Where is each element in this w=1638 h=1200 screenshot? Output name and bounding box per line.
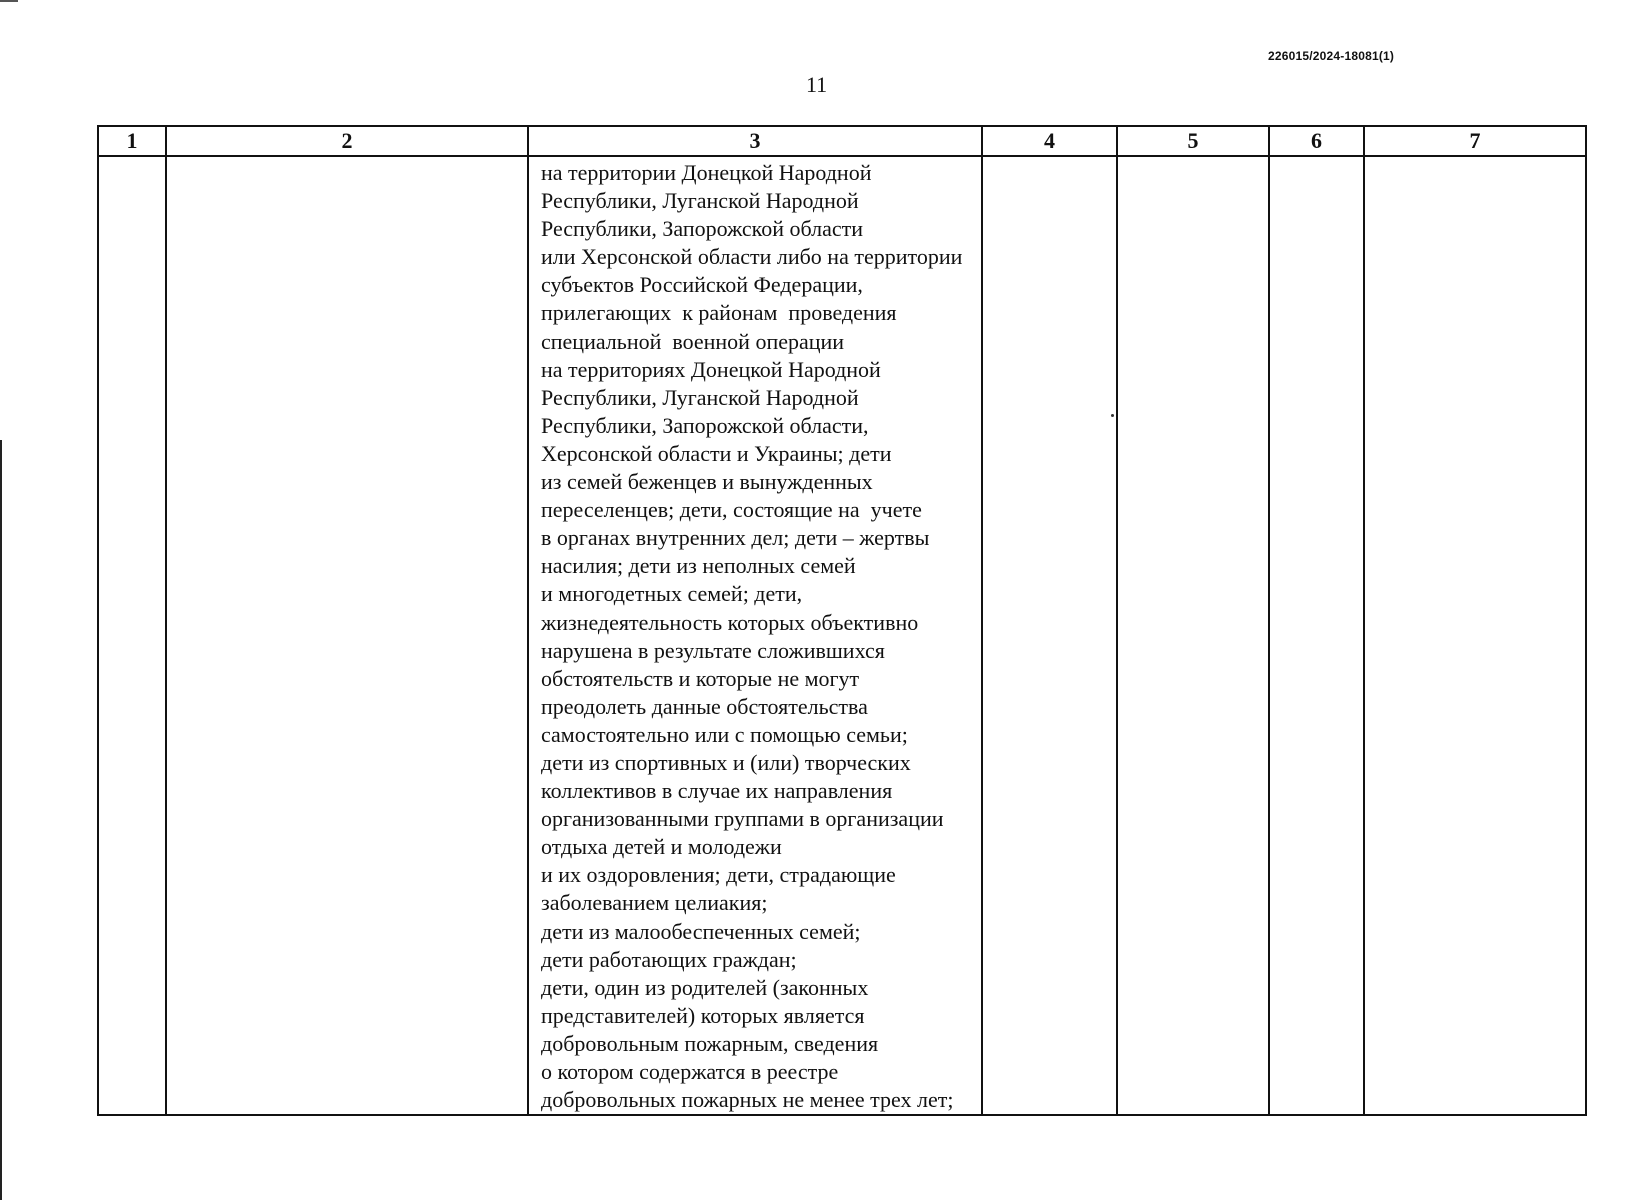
cell-col-5 (1117, 156, 1269, 1115)
cell-col-6 (1269, 156, 1364, 1115)
column-header-2: 2 (166, 126, 528, 156)
cell-col-2 (166, 156, 528, 1115)
scan-left-edge (0, 440, 2, 1200)
scan-speck (1111, 414, 1114, 417)
table-header-row (98, 126, 1586, 156)
page-number: 11 (806, 72, 828, 97)
column-header-5: 5 (1117, 126, 1269, 156)
column-header-3: 3 (528, 126, 982, 156)
cell-col-3 (528, 156, 982, 1115)
column-header-1: 1 (98, 126, 166, 156)
cell-col-7 (1364, 156, 1586, 1115)
column-header-4: 4 (982, 126, 1117, 156)
table-row (98, 156, 1586, 1115)
category-description-text: на территории Донецкой Народной Республики, Луганской Народной Республики, Запорожской области или Херсонской области либо на территории субъектов Российской Федерации, прилегающих к районам проведения специальной военной операции на территориях Донецкой Народной Республики, Луганской Народной Республики, Запорожской области, Херсонской области и Украины; дети из семей беженцев и вынужденных переселенцев; дети, состоящие на учете в органах внутренних дел; дети – жертвы насилия; дети из неполных семей и многодетных семей; дети, жизнедеятельность которых объективно нарушена в результате сложившихся обстоятельств и которые не могут преодолеть данные обстоятельства самостоятельно или с помощью семьи; дети из спортивных и (или) творческих коллективов в случае их направления организованными группами в организации отдыха детей и молодежи и их оздоровления; дети, страдающие заболеванием целиакия; дети из малообеспеченных семей; дети работающих граждан; дети, один из родителей (законных представителей) которых является добровольным пожарным, сведения о котором содержатся в реестре добровольных пожарных не менее трех лет; (541, 160, 963, 1113)
scan-corner-mark (0, 0, 18, 2)
main-table (97, 125, 1587, 1116)
column-header-7: 7 (1364, 126, 1586, 156)
cell-col-4 (982, 156, 1117, 1115)
column-header-6: 6 (1269, 126, 1364, 156)
cell-col-1 (98, 156, 166, 1115)
document-number: 226015/2024-18081(1) (1268, 49, 1395, 63)
